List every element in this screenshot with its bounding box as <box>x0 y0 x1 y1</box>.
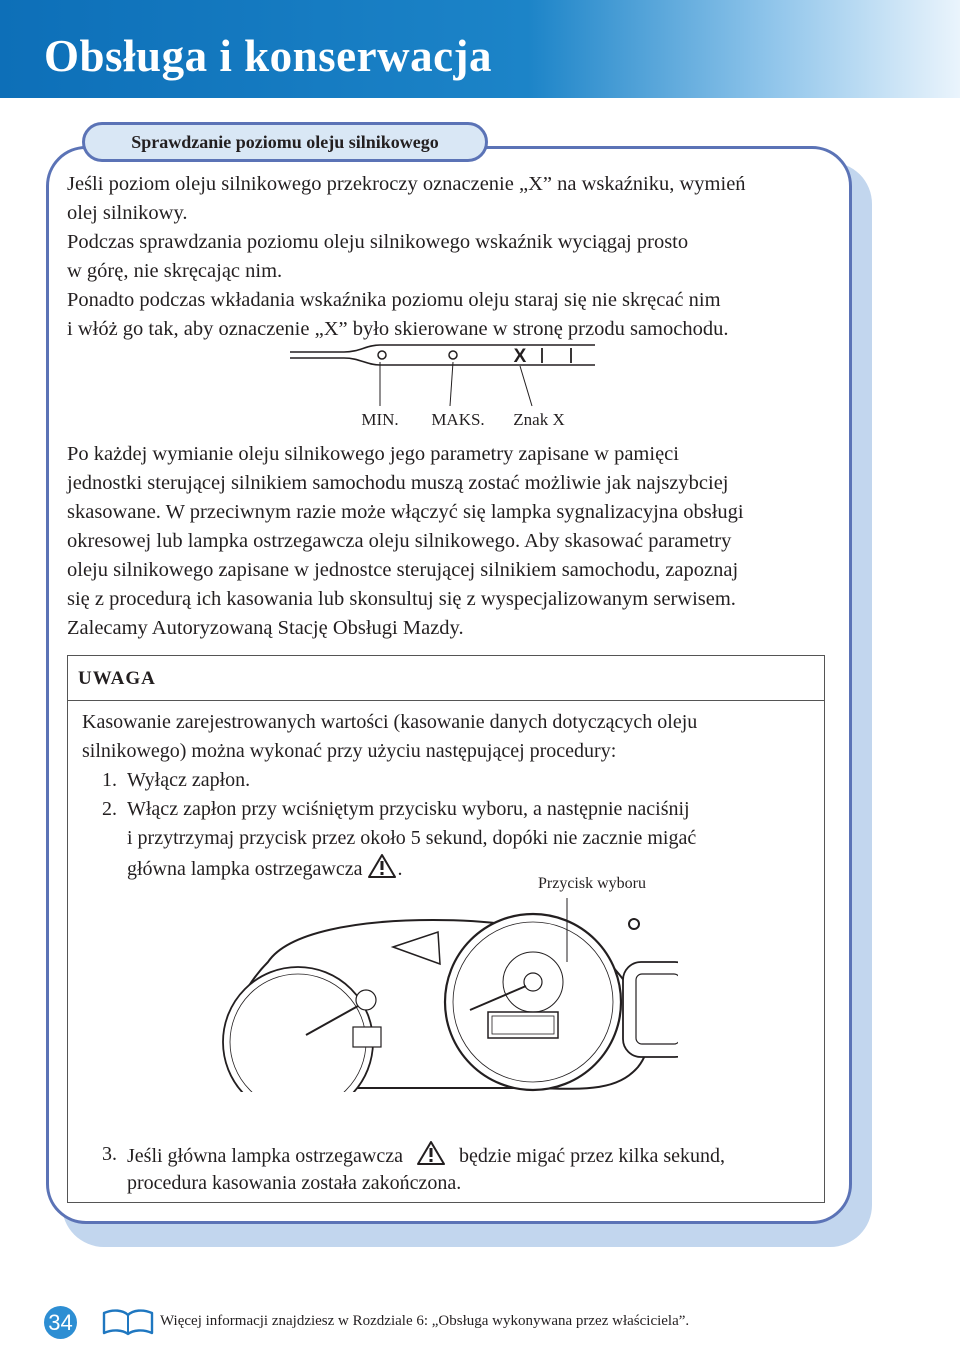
tachometer-hub <box>356 990 376 1010</box>
note-intro-line: Kasowanie zarejestrowanych wartości (kasowanie danych dotyczących oleju <box>82 711 698 733</box>
intro-text <box>67 170 837 344</box>
section-title: Sprawdzanie poziomu oleju silnikowego <box>82 122 488 162</box>
intro-line: Ponadto podczas wkładania wskaźnika poziomu oleju staraj się nie skręcać nim <box>67 289 721 311</box>
body-line: oleju silnikowego zapisane w jednostce sterującej silnikiem samochodu, zapoznaj <box>67 559 739 581</box>
note-intro-line: silnikowego) można wykonać przy użyciu następującej procedury: <box>82 740 617 762</box>
select-button-icon <box>629 919 639 929</box>
step-text-with-icon <box>127 1140 725 1171</box>
dipstick-diagram <box>280 336 610 432</box>
step-1 <box>102 766 782 795</box>
max-leader <box>450 362 453 406</box>
step-text: główna lampka ostrzegawcza <box>127 858 363 880</box>
book-icon <box>101 1308 155 1336</box>
step-number: 2. <box>102 798 117 820</box>
dipstick-outline <box>290 345 595 365</box>
step-text: Włącz zapłon przy wciśniętym przycisku wyboru, a następnie naciśnij <box>127 798 690 820</box>
intro-line: i włóż go tak, aby oznaczenie „X” było skierowane w stronę przodu samochodu. <box>67 318 729 340</box>
intro-line: olej silnikowy. <box>67 202 188 224</box>
x-leader <box>520 366 532 406</box>
page-title: Obsługa i konserwacja <box>44 31 493 81</box>
instrument-cluster <box>208 892 678 1092</box>
step-text: procedura kasowania została zakończona. <box>127 1172 462 1194</box>
step-text: . <box>397 858 403 880</box>
step-text: Wyłącz zapłon. <box>127 769 251 791</box>
master-warning-icon <box>416 1140 446 1166</box>
body-line: okresowej lub lampka ostrzegawcza oleju silnikowego. Aby skasować parametry <box>67 530 732 552</box>
select-button-label: Przycisk wyboru <box>538 875 646 892</box>
step-text-with-icon <box>127 853 402 884</box>
body-paragraph <box>67 440 837 643</box>
page-number: 34 <box>44 1306 77 1339</box>
max-label: MAKS. <box>431 410 485 429</box>
body-line: Po każdej wymianie oleju silnikowego jego parametry zapisane w pamięci <box>67 443 679 465</box>
x-mark: X <box>513 346 527 367</box>
body-line: Zalecamy Autoryzowaną Stację Obsługi Mazdy. <box>67 617 464 639</box>
body-line: skasowane. W przeciwnym razie może włączyć się lampka sygnalizacyjna obsługi <box>67 501 744 523</box>
note-box <box>67 655 825 1203</box>
intro-line: Jeśli poziom oleju silnikowego przekroczy oznaczenie „X” na wskaźniku, wymień <box>67 173 746 195</box>
footer-reference: Więcej informacji znajdziesz w Rozdziale 6: „Obsługa wykonywana przez właściciela”. <box>160 1313 690 1329</box>
min-mark-icon <box>378 351 386 359</box>
step-2 <box>102 795 792 885</box>
step-text: Jeśli główna lampka ostrzegawcza <box>127 1145 404 1167</box>
master-warning-icon <box>367 853 397 879</box>
step-number: 3. <box>102 1143 117 1165</box>
x-label: Znak X <box>513 410 565 429</box>
step-3 <box>102 1140 802 1198</box>
step-text: i przytrzymaj przycisk przez około 5 sekund, dopóki nie zacznie migać <box>127 827 697 849</box>
tachometer-display <box>353 1027 381 1047</box>
step-text: będzie migać przez kilka sekund, <box>459 1145 726 1167</box>
note-intro <box>82 708 802 766</box>
speedometer-hub <box>524 973 542 991</box>
body-line: się z procedurą ich kasowania lub skonsultuj się z wyspecjalizowanym serwisem. <box>67 588 736 610</box>
min-label: MIN. <box>361 410 399 429</box>
intro-line: Podczas sprawdzania poziomu oleju silnikowego wskaźnik wyciągaj prosto <box>67 231 689 253</box>
body-line: jednostki sterującej silnikiem samochodu muszą zostać możliwie jak najszybciej <box>67 472 729 494</box>
note-heading: UWAGA <box>68 656 824 701</box>
intro-line: w górę, nie skręcając nim. <box>67 260 283 282</box>
max-mark-icon <box>449 351 457 359</box>
step-number: 1. <box>102 769 117 791</box>
info-display-screen <box>636 974 678 1044</box>
